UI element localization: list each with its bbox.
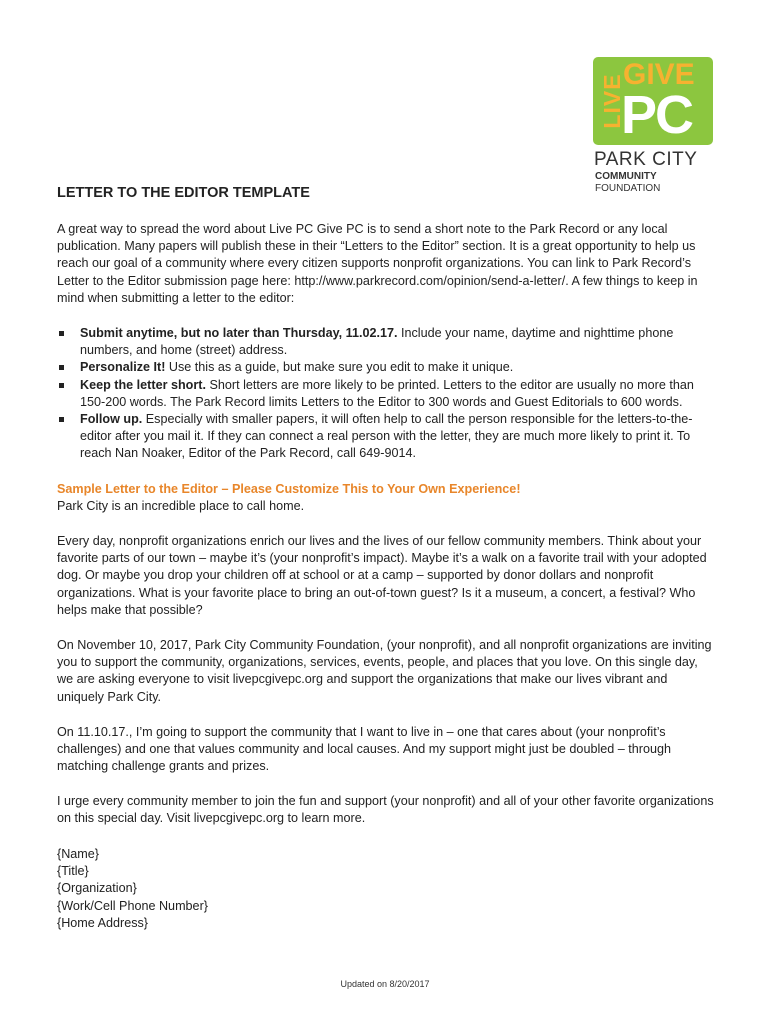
tip-text: Use this as a guide, but make sure you edit to make it unique. bbox=[165, 360, 514, 375]
signature-title: {Title} bbox=[57, 864, 89, 879]
list-item bbox=[57, 325, 717, 359]
logo-org-foundation: FOUNDATION bbox=[595, 183, 661, 194]
logo-give-text: GIVE bbox=[623, 58, 695, 91]
square-bullet-icon bbox=[59, 365, 64, 370]
signature-name: {Name} bbox=[57, 847, 100, 861]
sample-paragraph-2: On November 10, 2017, Park City Community Foundation, (your nonprofit), and all nonprofit organizations are inviting you to support the community, organizations, services, events, people, and places that you love. On this single day, we are asking everyone to visit livepcgivepc.org and support the organizations that make our lives vibrant and uniquely Park City. bbox=[57, 638, 712, 704]
signature-organization: {Organization} bbox=[57, 881, 137, 896]
tip-text: Short letters are more likely to be printed. Letters to the editor are usually no more than 150-200 words. The Park Record limits Letters to the Editor to 300 words and Guest Editorials to 600 words. bbox=[80, 377, 694, 409]
sample-letter-intro bbox=[57, 481, 717, 515]
updated-date-footer: Updated on 8/20/2017 bbox=[340, 979, 430, 989]
square-bullet-icon bbox=[59, 417, 64, 422]
sample-paragraph-3: On 11.10.17., I’m going to support the community that I want to live in – one that cares about (your nonprofit’s challenges) and one that values community and local causes. And my support might just be doubled – through matching challenge grants and prizes. bbox=[57, 725, 671, 774]
sample-letter-heading: Sample Letter to the Editor – Please Customize This to Your Own Experience! bbox=[57, 482, 521, 496]
tips-list bbox=[57, 325, 717, 463]
signature-phone: {Work/Cell Phone Number} bbox=[57, 898, 208, 913]
square-bullet-icon bbox=[59, 331, 64, 336]
live-pc-give-pc-logo bbox=[593, 57, 717, 195]
sample-paragraph-4: I urge every community member to join the fun and support (your nonprofit) and all of your other favorite organizations on this special day. Visit livepcgivepc.org to learn more. bbox=[57, 794, 714, 826]
intro-paragraph: A great way to spread the word about Live PC Give PC is to send a short note to the Park Record or any local publication. Many papers will publish these in their “Letters to the Editor” section. It is a great opportunity to help us reach our goal of a community where every citizen supports nonprofit organizations. You can link to Park Record’s Letter to the Editor submission page here: http://www.parkrecord.com/opinion/send-a-letter/. A few things to keep in mind when submitting a letter to the editor: bbox=[57, 222, 698, 305]
page-title: LETTER TO THE EDITOR TEMPLATE bbox=[57, 185, 310, 201]
list-item bbox=[57, 411, 717, 463]
logo-mark bbox=[593, 57, 713, 145]
logo-org-name: PARK CITY bbox=[594, 149, 698, 170]
logo-pc-text: PC bbox=[621, 85, 693, 145]
square-bullet-icon bbox=[59, 383, 64, 388]
logo-org-community: COMMUNITY bbox=[595, 171, 657, 182]
list-item bbox=[57, 359, 717, 376]
tip-text: Include your name, daytime and nighttime phone numbers, and home (street) address. bbox=[80, 326, 674, 358]
logo-live-text: LIVE bbox=[599, 73, 625, 129]
tip-text: Especially with smaller papers, it will often help to call the person responsible for the letters-to-the-editor after you mail it. If they can connect a real person with the letter, they are much more likely to print it. To reach Nan Noaker, Editor of the Park Record, call 649-9014. bbox=[80, 412, 693, 461]
tip-heading: Submit anytime, but no later than Thursday, 11.02.17. bbox=[80, 326, 398, 340]
sample-paragraph-1: Every day, nonprofit organizations enrich our lives and the lives of our fellow community members. Think about your favorite parts of our town – maybe it’s (your nonprofit’s impact). Maybe it’s a walk on a favorite trail with your adopted dog. Or maybe you drop your children off at school or at a camp – supported by donor dollars and nonprofit organizations. What is your favorite place to bring an out-of-town guest? Is it a museum, a concert, a festival? Who helps make that possible? bbox=[57, 534, 707, 617]
logo-org-subtitle bbox=[593, 171, 717, 195]
tip-heading: Follow up. bbox=[80, 412, 143, 427]
tip-heading: Keep the letter short. bbox=[80, 377, 206, 392]
signature-address: {Home Address} bbox=[57, 915, 149, 930]
sample-letter-opening: Park City is an incredible place to call home. bbox=[57, 499, 305, 514]
list-item bbox=[57, 377, 717, 411]
signature-block bbox=[57, 846, 717, 932]
tip-heading: Personalize It! bbox=[80, 360, 166, 375]
